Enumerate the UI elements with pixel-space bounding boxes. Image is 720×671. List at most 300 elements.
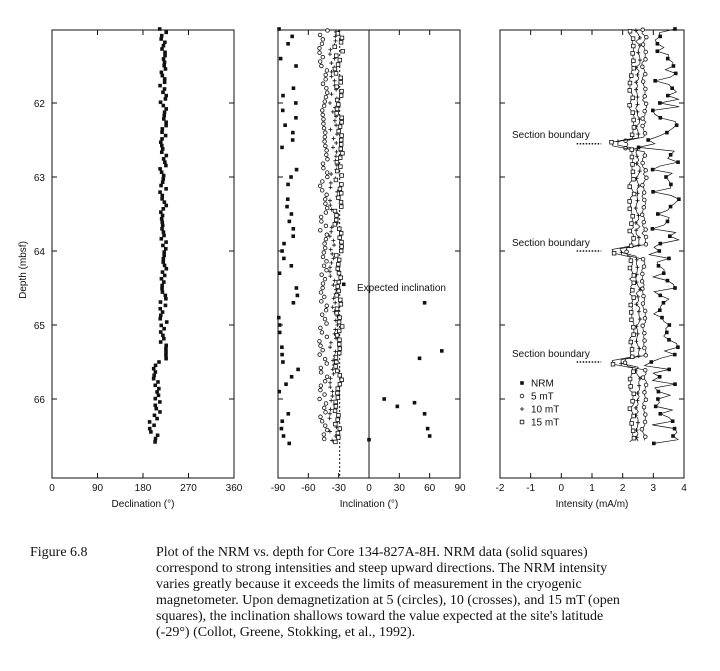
data-point bbox=[643, 95, 647, 99]
data-point bbox=[334, 123, 338, 127]
data-point bbox=[336, 396, 340, 400]
data-point bbox=[329, 230, 333, 234]
x-tick-label: -60 bbox=[301, 483, 316, 494]
data-point bbox=[321, 282, 325, 286]
x-tick-label: 270 bbox=[180, 483, 197, 494]
data-point bbox=[339, 165, 343, 169]
data-point bbox=[340, 325, 344, 329]
data-point bbox=[159, 300, 163, 304]
data-point bbox=[642, 405, 646, 409]
data-point bbox=[328, 52, 332, 56]
data-point bbox=[334, 178, 338, 182]
data-point bbox=[328, 345, 332, 349]
data-point bbox=[319, 388, 323, 392]
data-point bbox=[340, 183, 344, 187]
data-point bbox=[637, 310, 641, 314]
data-point bbox=[164, 347, 168, 351]
data-point bbox=[630, 318, 634, 322]
data-point bbox=[277, 27, 281, 31]
data-point bbox=[163, 54, 167, 58]
data-point bbox=[334, 54, 338, 58]
data-point bbox=[662, 301, 666, 305]
data-point bbox=[341, 49, 345, 53]
data-point bbox=[284, 382, 288, 386]
data-point bbox=[325, 86, 329, 90]
data-point bbox=[333, 79, 337, 83]
data-point bbox=[335, 107, 339, 111]
data-point bbox=[162, 207, 166, 211]
data-point bbox=[335, 214, 339, 218]
data-point bbox=[337, 320, 341, 324]
data-point bbox=[629, 303, 633, 307]
data-point bbox=[333, 223, 337, 227]
data-point bbox=[329, 185, 333, 189]
expected-inclination-label: Expected inclination bbox=[357, 283, 446, 294]
data-point bbox=[324, 411, 328, 415]
data-point bbox=[333, 301, 337, 305]
data-point bbox=[630, 155, 634, 159]
data-point bbox=[638, 317, 642, 321]
data-point bbox=[322, 251, 326, 255]
data-point bbox=[153, 384, 157, 388]
data-point bbox=[628, 89, 632, 93]
data-point bbox=[656, 212, 660, 216]
data-point bbox=[162, 337, 166, 341]
data-point bbox=[159, 314, 163, 318]
data-point bbox=[330, 394, 334, 398]
data-point bbox=[160, 47, 164, 51]
data-point bbox=[162, 280, 166, 284]
data-point bbox=[341, 152, 345, 156]
data-point bbox=[289, 175, 293, 179]
data-point bbox=[156, 433, 160, 437]
data-point bbox=[328, 101, 332, 105]
data-point bbox=[292, 227, 296, 231]
caption-line: (-29°) (Collot, Greene, Stokking, et al., 1992). bbox=[156, 625, 416, 640]
data-point bbox=[331, 110, 335, 114]
data-point bbox=[643, 154, 647, 158]
data-point bbox=[160, 197, 164, 201]
data-point bbox=[338, 156, 342, 160]
plot-frame bbox=[52, 30, 234, 478]
data-point bbox=[322, 104, 326, 108]
data-point bbox=[338, 338, 342, 342]
data-point bbox=[154, 370, 158, 374]
data-point bbox=[160, 34, 164, 38]
data-point bbox=[329, 181, 333, 185]
caption-line: magnetometer. Upon demagnetization at 5 (circles), 10 (crosses), and 15 mT (open bbox=[156, 593, 620, 608]
data-point bbox=[164, 357, 168, 361]
data-point bbox=[641, 287, 645, 291]
data-point bbox=[325, 362, 329, 366]
data-point bbox=[330, 92, 334, 96]
data-point bbox=[152, 377, 156, 381]
data-point bbox=[674, 72, 678, 76]
data-point bbox=[164, 94, 168, 98]
data-point bbox=[641, 376, 645, 380]
data-point bbox=[670, 86, 674, 90]
data-point bbox=[154, 397, 158, 401]
data-point bbox=[160, 137, 164, 141]
data-point bbox=[628, 29, 632, 33]
data-point bbox=[635, 95, 639, 99]
data-point bbox=[656, 49, 660, 53]
data-point bbox=[323, 246, 327, 250]
data-point bbox=[319, 366, 323, 370]
data-point bbox=[165, 320, 169, 324]
data-point bbox=[625, 250, 629, 254]
data-point bbox=[668, 323, 672, 327]
data-point bbox=[160, 237, 164, 241]
data-point bbox=[296, 368, 300, 372]
data-point bbox=[629, 74, 633, 78]
data-point bbox=[629, 311, 633, 315]
data-point bbox=[328, 128, 332, 132]
data-point bbox=[280, 419, 284, 423]
data-point bbox=[164, 350, 168, 354]
data-point bbox=[331, 283, 335, 287]
data-point bbox=[162, 104, 166, 108]
data-point bbox=[322, 433, 326, 437]
data-point bbox=[323, 242, 327, 246]
data-point bbox=[641, 257, 645, 261]
data-point bbox=[337, 129, 341, 133]
data-point bbox=[632, 118, 636, 122]
legend-marker bbox=[520, 394, 524, 398]
data-point bbox=[335, 311, 339, 315]
data-point bbox=[294, 101, 298, 105]
data-point bbox=[164, 120, 168, 124]
data-point bbox=[286, 412, 290, 416]
data-point bbox=[332, 243, 336, 247]
data-point bbox=[164, 164, 168, 168]
data-point bbox=[641, 80, 645, 84]
data-point bbox=[669, 205, 673, 209]
data-point bbox=[321, 113, 325, 117]
data-point bbox=[161, 180, 165, 184]
data-point bbox=[677, 197, 681, 201]
data-point bbox=[330, 390, 334, 394]
data-point bbox=[334, 218, 338, 222]
x-tick-label: -1 bbox=[526, 483, 536, 494]
data-point bbox=[338, 382, 342, 386]
data-point bbox=[160, 130, 164, 134]
outlier-point bbox=[367, 438, 371, 442]
data-point bbox=[320, 300, 324, 304]
data-point bbox=[340, 174, 344, 178]
data-point bbox=[329, 261, 333, 265]
data-point bbox=[658, 35, 662, 39]
data-point bbox=[646, 138, 650, 142]
outlier-point bbox=[423, 412, 427, 416]
data-point bbox=[164, 134, 168, 138]
data-point bbox=[636, 332, 640, 336]
data-point bbox=[340, 245, 344, 249]
data-point bbox=[291, 131, 295, 135]
data-point bbox=[610, 140, 614, 144]
data-point bbox=[319, 291, 323, 295]
data-point bbox=[641, 272, 645, 276]
data-point bbox=[163, 61, 167, 65]
data-point bbox=[323, 140, 327, 144]
data-point bbox=[667, 257, 671, 261]
data-point bbox=[642, 191, 646, 195]
data-point bbox=[336, 285, 340, 289]
data-point bbox=[164, 107, 168, 111]
data-point bbox=[330, 252, 334, 256]
data-point bbox=[643, 309, 647, 313]
data-point bbox=[286, 42, 290, 46]
data-point bbox=[632, 237, 636, 241]
data-point bbox=[335, 169, 339, 173]
data-point bbox=[631, 96, 635, 100]
data-point bbox=[321, 180, 325, 184]
data-point bbox=[643, 339, 647, 343]
data-point bbox=[628, 229, 632, 233]
data-point bbox=[148, 420, 152, 424]
data-point bbox=[636, 110, 640, 114]
data-point bbox=[673, 27, 677, 31]
legend-label: NRM bbox=[531, 378, 554, 390]
data-point bbox=[164, 304, 168, 308]
data-point bbox=[321, 38, 325, 42]
data-point bbox=[291, 234, 295, 238]
data-point bbox=[672, 64, 676, 68]
data-point bbox=[339, 298, 343, 302]
data-point bbox=[611, 362, 615, 366]
data-point bbox=[325, 322, 329, 326]
data-point bbox=[337, 413, 341, 417]
data-point bbox=[160, 194, 164, 198]
data-point bbox=[322, 437, 326, 441]
data-point bbox=[326, 175, 330, 179]
data-point bbox=[628, 185, 632, 189]
data-point bbox=[653, 79, 657, 83]
data-point bbox=[336, 431, 340, 435]
data-point bbox=[620, 250, 624, 254]
data-point bbox=[294, 64, 298, 68]
data-point bbox=[332, 372, 336, 376]
data-point bbox=[156, 380, 160, 384]
data-point bbox=[161, 334, 165, 338]
data-point bbox=[676, 345, 680, 349]
data-point bbox=[340, 134, 344, 138]
data-point bbox=[657, 390, 661, 394]
data-point bbox=[334, 72, 338, 76]
data-point bbox=[339, 276, 343, 280]
data-point bbox=[324, 308, 328, 312]
data-point bbox=[632, 325, 636, 329]
data-point bbox=[163, 110, 167, 114]
data-point bbox=[159, 37, 163, 41]
data-point bbox=[155, 390, 159, 394]
data-point bbox=[160, 217, 164, 221]
data-point bbox=[658, 412, 662, 416]
data-point bbox=[338, 347, 342, 351]
data-point bbox=[636, 391, 640, 395]
data-point bbox=[658, 294, 662, 298]
data-point bbox=[318, 51, 322, 55]
data-point bbox=[635, 258, 639, 262]
data-point bbox=[329, 407, 333, 411]
data-point bbox=[339, 302, 343, 306]
data-point bbox=[164, 124, 168, 128]
legend-marker bbox=[520, 420, 524, 424]
data-point bbox=[641, 65, 645, 69]
data-point bbox=[631, 163, 635, 167]
data-point bbox=[159, 100, 163, 104]
data-point bbox=[162, 157, 166, 161]
data-point bbox=[161, 260, 165, 264]
data-point bbox=[320, 331, 324, 335]
data-point bbox=[337, 227, 341, 231]
data-point bbox=[658, 242, 662, 246]
data-point bbox=[318, 33, 322, 37]
data-point bbox=[281, 360, 285, 364]
data-point bbox=[323, 131, 327, 135]
data-point bbox=[619, 361, 623, 365]
data-point bbox=[324, 224, 328, 228]
data-point bbox=[288, 220, 292, 224]
data-point bbox=[666, 94, 670, 98]
data-point bbox=[325, 268, 329, 272]
data-point bbox=[643, 420, 647, 424]
data-point bbox=[337, 351, 341, 355]
data-point bbox=[640, 428, 644, 432]
data-point bbox=[323, 197, 327, 201]
data-point bbox=[321, 255, 325, 259]
data-point bbox=[336, 32, 340, 36]
data-point bbox=[162, 230, 166, 234]
data-point bbox=[318, 353, 322, 357]
depth-tick-labels bbox=[34, 99, 46, 406]
data-point bbox=[666, 279, 670, 283]
data-point bbox=[322, 166, 326, 170]
data-point bbox=[154, 437, 158, 441]
data-point bbox=[628, 407, 632, 411]
data-point bbox=[658, 308, 662, 312]
data-point bbox=[336, 391, 340, 395]
legend-label: 10 mT bbox=[531, 404, 560, 416]
data-point bbox=[294, 116, 298, 120]
x-tick-label: 2 bbox=[619, 483, 626, 494]
data-point bbox=[160, 70, 164, 74]
data-point bbox=[319, 326, 323, 330]
data-point bbox=[669, 153, 673, 157]
data-point bbox=[320, 273, 324, 277]
data-point bbox=[319, 384, 323, 388]
data-point bbox=[644, 169, 648, 173]
data-point bbox=[340, 89, 344, 93]
data-point bbox=[631, 37, 635, 41]
data-point bbox=[628, 200, 632, 204]
outlier-point bbox=[426, 427, 430, 431]
data-point bbox=[329, 61, 333, 65]
data-point bbox=[671, 434, 675, 438]
data-point bbox=[660, 316, 664, 320]
data-point bbox=[629, 385, 633, 389]
depth-tick-label: 65 bbox=[33, 321, 45, 332]
x-axis-title: Inclination (°) bbox=[339, 499, 399, 510]
section-boundary-label: Section boundary bbox=[512, 349, 590, 360]
data-point bbox=[163, 160, 167, 164]
data-point bbox=[652, 442, 656, 446]
x-tick-label: 4 bbox=[681, 483, 687, 494]
data-point bbox=[632, 333, 636, 337]
data-point bbox=[161, 147, 165, 151]
data-point bbox=[334, 356, 338, 360]
data-point bbox=[161, 270, 165, 274]
data-point bbox=[161, 244, 165, 248]
data-point bbox=[328, 416, 332, 420]
data-point bbox=[333, 45, 337, 49]
data-point bbox=[334, 422, 338, 426]
data-point bbox=[329, 398, 333, 402]
data-point bbox=[662, 271, 666, 275]
data-point bbox=[324, 73, 328, 77]
data-point bbox=[163, 87, 167, 91]
data-point bbox=[656, 397, 660, 401]
depth-tick-label: 63 bbox=[33, 173, 45, 184]
data-point bbox=[632, 414, 636, 418]
data-point bbox=[158, 400, 162, 404]
data-point bbox=[336, 418, 340, 422]
data-point bbox=[163, 51, 167, 55]
data-point bbox=[164, 187, 168, 191]
data-point bbox=[635, 199, 639, 203]
data-point bbox=[333, 350, 337, 354]
data-point bbox=[328, 265, 332, 269]
data-point bbox=[335, 254, 339, 258]
data-point bbox=[658, 101, 662, 105]
data-point bbox=[335, 150, 339, 154]
data-point bbox=[333, 209, 337, 213]
data-point bbox=[282, 434, 286, 438]
x-tick-label: 90 bbox=[91, 483, 104, 494]
depth-axis-title: Depth (mbsf) bbox=[18, 241, 29, 299]
data-point bbox=[643, 109, 647, 113]
data-point bbox=[630, 148, 634, 152]
data-point bbox=[634, 28, 638, 32]
outlier-point bbox=[413, 401, 417, 405]
data-point bbox=[163, 274, 167, 278]
data-point bbox=[323, 100, 327, 104]
declination-panel bbox=[49, 27, 243, 510]
data-point bbox=[325, 69, 329, 73]
data-point bbox=[332, 137, 336, 141]
data-point bbox=[159, 140, 163, 144]
data-point bbox=[163, 80, 167, 84]
data-point bbox=[643, 132, 647, 136]
x-axis-title: Declination (°) bbox=[111, 499, 175, 510]
data-point bbox=[665, 131, 669, 135]
data-point bbox=[161, 224, 165, 228]
data-point bbox=[158, 167, 162, 171]
data-point bbox=[666, 220, 670, 224]
outlier-point bbox=[428, 434, 432, 438]
legend bbox=[520, 379, 559, 429]
data-point bbox=[338, 58, 342, 62]
data-point bbox=[640, 213, 644, 217]
data-point bbox=[641, 183, 645, 187]
inclination-panel bbox=[271, 27, 466, 510]
data-point bbox=[651, 109, 655, 113]
data-point bbox=[161, 310, 165, 314]
data-point bbox=[631, 111, 635, 115]
data-point bbox=[148, 427, 152, 431]
data-point bbox=[292, 301, 296, 305]
data-point bbox=[160, 150, 164, 154]
